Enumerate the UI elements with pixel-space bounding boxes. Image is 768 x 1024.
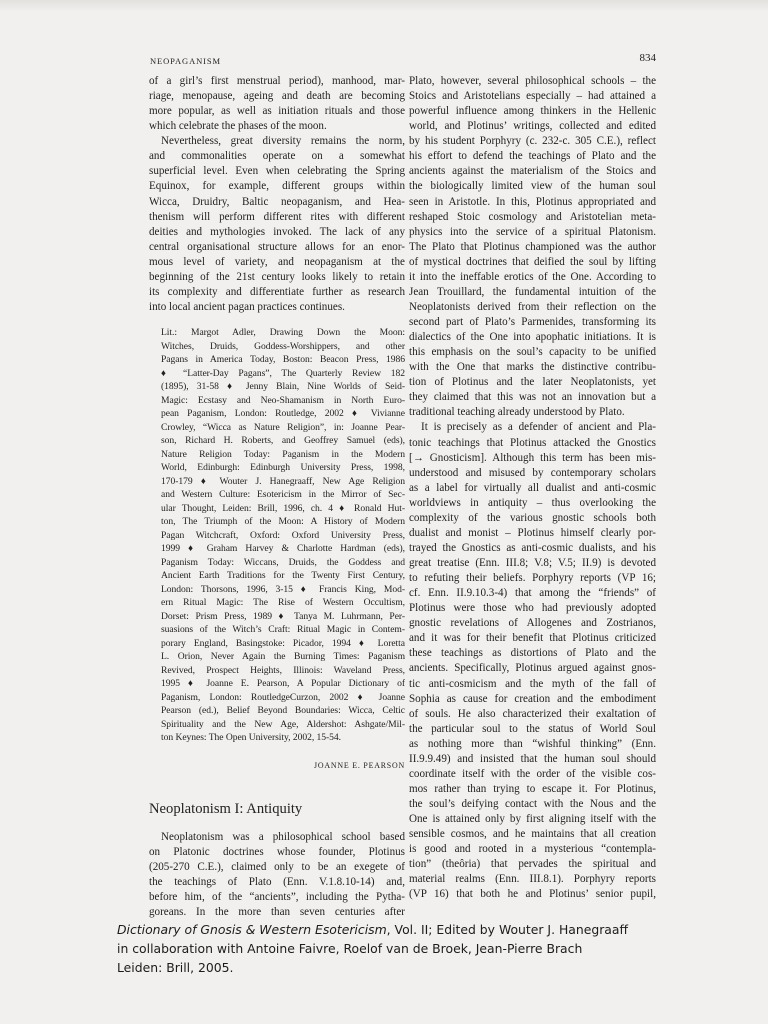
text-line: Pagan Witchcraft, Oxford: Oxford University Press, — [161, 529, 405, 541]
page-header — [150, 52, 656, 66]
text-line: [→ Gnosticism]. Although this term has been mis- — [409, 451, 656, 464]
citation-line-2: in collaboration with Antoine Faivre, Roelof van de Broek, Jean-Pierre Brach — [117, 941, 583, 956]
paragraph-plato — [409, 74, 656, 420]
text-line: and Western Culture: Esotericism in the Mirror of Sec- — [161, 489, 405, 500]
text-line: London: Thorsons, 1996, 3-15 ♦ Francis King, Mod- — [161, 583, 405, 595]
text-line: mos rather than trying to escape it. For Plotinus, — [409, 782, 656, 795]
text-line: It is precisely as a defender of ancient and Pla- — [421, 421, 656, 434]
text-line: tonic teachings that Plotinus attacked the Gnostics — [409, 436, 656, 449]
author-signature: JOANNE E. PEARSON — [314, 760, 405, 770]
left-column — [149, 74, 405, 920]
text-line: ancients. Specifically, Plotinus argued against gnos- — [409, 662, 656, 675]
text-line: as a label for virtually all dualist and anti-cosmic — [409, 481, 656, 494]
text-line: tic anti-cosmicism and the myth of the fall of — [409, 677, 656, 690]
text-line: Magic: Ecstasy and Neo-Shamanism in North Euro- — [161, 394, 405, 406]
text-line: great treatise (Enn. III.8; V.8; V.5; II.9) is devoted — [409, 557, 656, 569]
intro-paragraph — [149, 74, 405, 134]
text-line: as nothing more than “wishful thinking” (Enn. — [409, 737, 656, 750]
text-line: ton, The Triumph of the Moon: A History of Modern — [161, 516, 405, 527]
running-head: NEOPAGANISM — [150, 56, 221, 66]
text-line: trayed the Gnostics as anti-cosmic dualists, and his — [409, 541, 656, 554]
text-line: Plotinus were those who had previously adopted — [409, 602, 656, 615]
right-column — [409, 74, 656, 902]
text-line: 1999 ♦ Graham Harvey & Charlotte Hardman (eds), — [161, 543, 405, 554]
citation-line-3: Leiden: Brill, 2005. — [117, 960, 234, 975]
text-line: riage, menopause, ageing and death are becoming — [149, 90, 405, 103]
text-line: of mystical doctrines that deified the soul by lifting — [409, 255, 656, 268]
text-line: Neoplatonism was a philosophical school based — [161, 830, 405, 843]
text-line: before him, of the “ancients”, including the Pytha- — [149, 890, 405, 903]
text-line: coordinate itself with the order of the visible cos- — [409, 767, 656, 780]
text-line: seen in Aristotle. In this, Plotinus appropriated and — [409, 195, 656, 208]
text-line: Revived, Prospect Heights, Illinois: Waveland Press, — [161, 664, 405, 676]
text-line: L. Orion, Never Again the Burning Times: Paganism — [161, 651, 405, 662]
literature-list — [149, 326, 405, 745]
text-line: dialectics of the One into apophatic initiations. It is — [409, 331, 656, 344]
text-line: sensible cosmos, and he maintains that all creation — [409, 828, 656, 841]
text-line: suasions of the Witch’s Craft: Ritual Magic in Contem- — [161, 624, 405, 635]
text-line: Dorset: Prism Press, 1989 ♦ Tanya M. Luhrmann, Per- — [161, 610, 405, 622]
text-line: the particular soul to the status of World Soul — [409, 722, 656, 735]
text-line: tion” (theôria) that pervades the spiritual and — [409, 858, 656, 871]
text-line: gnostic revelations of Allogenes and Zostrianos, — [409, 617, 656, 630]
text-line: the teachings of Plato (Enn. V.1.8.10-14) and, — [149, 875, 405, 888]
text-line: Neoplatonists derived from their reflection on the — [409, 300, 656, 313]
text-line: to refuting their beliefs. Porphyry reports (VP 16; — [409, 572, 656, 585]
text-line: deities and mythologies invoked. The lack of any — [149, 225, 405, 238]
text-line: of souls. He also characterized their exaltation of — [409, 707, 656, 720]
text-line: worldviews in antiquity – thus overlooking the — [409, 496, 656, 509]
text-line: 170-179 ♦ Wouter J. Hanegraaff, New Age Religion — [161, 475, 405, 487]
text-line: and it was for their benefit that Plotinus criticized — [409, 632, 656, 645]
text-line: (205-270 C.E.), claimed only to be an exegete of — [149, 860, 405, 873]
text-line: ton Keynes: The Open University, 2002, 15-54. — [161, 732, 342, 743]
text-line: Crowley, “Wicca as Nature Religion”, in: Joanne Pear- — [161, 421, 405, 433]
text-line: Spirituality and the New Age, Aldershot: Ashgate/Mil- — [161, 718, 405, 730]
citation-footer — [117, 920, 737, 977]
text-line: powerful influence among thinkers in the Hellenic — [409, 105, 656, 118]
text-line: which celebrate the phases of the moon. — [149, 120, 327, 133]
text-line: Nature Religion Today: Paganism in the Modern — [161, 448, 405, 460]
citation-title: Dictionary of Gnosis & Western Esotericism — [117, 922, 387, 937]
text-line: complexity of the various gnostic schools both — [409, 511, 656, 524]
text-line: Sophia as cause for creation and the embodiment — [409, 692, 656, 705]
text-line: Equinox, for example, different groups within — [149, 180, 405, 193]
text-line: II.9.9.49) and insisted that the human soul should — [409, 752, 656, 765]
text-line: and commonalities operate on a somewhat — [149, 150, 405, 163]
text-line: The Plato that Plotinus championed was the author — [409, 240, 656, 253]
citation-editor: , Vol. II; Edited by Wouter J. Hanegraaff — [386, 922, 629, 937]
text-line: Nevertheless, great diversity remains the norm, — [161, 135, 405, 148]
section-paragraph — [149, 830, 405, 920]
text-line: into local ancient pagan practices continues. — [149, 300, 345, 313]
text-line: on Platonic doctrines whose founder, Plotinus — [149, 845, 405, 858]
text-line: pean Paganism, London: Routledge, 2002 ♦ Vivianne — [161, 408, 405, 419]
text-line: (VP 16) that both he and Plotinus’ senior pupil, — [409, 888, 656, 901]
text-line: tion of Plotinus and the later Neoplatonists, yet — [409, 376, 656, 389]
text-line: with the One that marks the distinctive contribu- — [409, 361, 656, 374]
text-line: goreans. In the more than seven centuries after — [149, 905, 405, 918]
text-line: ern Ritual Magic: The Rise of Western Occultism, — [161, 597, 405, 608]
paragraph-gnostics — [409, 420, 656, 902]
text-line: Lit.: Margot Adler, Drawing Down the Moon: — [161, 327, 405, 338]
text-line: reshaped Stoic cosmology and Aristotelian meta- — [409, 210, 656, 223]
text-line: 1995 ♦ Joanne E. Pearson, A Popular Dictionary of — [161, 678, 405, 689]
text-line: physics into the service of a spiritual Platonism. — [409, 225, 656, 238]
text-line: Pearson (ed.), Belief Beyond Boundaries: Wicca, Celtic — [161, 705, 405, 716]
text-line: is good and rooted in a mysterious “contempla- — [409, 843, 656, 856]
scan-edge — [0, 0, 768, 12]
text-line: central organisational structure allows for an enor- — [149, 240, 405, 253]
text-line: (1895), 31-58 ♦ Jenny Blain, Nine Worlds of Seid- — [161, 381, 405, 392]
section-title: Neoplatonism I: Antiquity — [149, 800, 303, 817]
text-line: thenism will perform different rites with different — [149, 210, 405, 223]
paragraph-diversity — [149, 134, 405, 315]
text-line: porary England, Basingstoke: Picador, 1994 ♦ Loretta — [161, 637, 405, 649]
text-line: Paganism Today: Wiccans, Druids, the Goddess and — [161, 556, 405, 568]
text-line: its complexity and differentiate further as research — [149, 285, 405, 298]
text-line: mous level of variety, and neopaganism at the — [149, 255, 405, 268]
text-line: these teachings as distortions of Plato and the — [409, 647, 656, 660]
text-line: superficial level. Even when celebrating the Spring — [149, 165, 405, 178]
text-line: One is attained only by first aligning itself with the — [409, 813, 656, 826]
text-line: by his student Porphyry (c. 232-c. 305 C.E.), reflect — [409, 135, 656, 148]
text-line: ular Thought, Leiden: Brill, 1996, ch. 4 ♦ Ronald Hut- — [161, 502, 405, 514]
page-number: 834 — [639, 52, 656, 64]
citation-line-1 — [117, 920, 737, 939]
text-line: it into the ineffable erotics of the One. According to — [409, 270, 656, 283]
text-line: Stoics and Aristotelians especially – had attained a — [409, 90, 656, 103]
text-line: ♦ “Latter-Day Pagans”, The Quarterly Review 182 — [161, 367, 405, 379]
text-line: ancients against the materialism of the Stoics and — [409, 165, 656, 178]
text-line: his effort to defend the teachings of Plato and the — [409, 150, 656, 163]
text-line: Paganism, London: RoutledgeCurzon, 2002 ♦ Joanne — [161, 691, 405, 703]
text-line: understood and misused by contemporary scholars — [409, 466, 656, 479]
text-line: material realms (Enn. III.8.1). Porphyry reports — [409, 873, 656, 886]
text-line: Wicca, Druidry, Baltic neopaganism, and Hea- — [149, 195, 405, 208]
text-line: Jean Trouillard, the fundamental intuition of the — [409, 285, 656, 298]
text-line: World, Edinburgh: Edinburgh University Press, 1998, — [161, 462, 405, 473]
text-line: Witches, Druids, Goddess-Worshippers, and other — [161, 340, 405, 352]
text-line: the soul’s deifying contact with the Nous and the — [409, 798, 656, 810]
text-line: beginning of the 21st century looks likely to retain — [149, 270, 405, 283]
text-line: Pagans in America Today, Boston: Beacon Press, 1986 — [161, 354, 405, 365]
text-line: dualist and monist – Plotinus himself clearly por- — [409, 526, 656, 539]
text-line: cf. Enn. II.9.10.3-4) that among the “friends” of — [409, 587, 656, 600]
text-line: this emphasis on the soul’s capacity to be unified — [409, 346, 656, 359]
text-line: Plato, however, several philosophical schools – the — [409, 75, 656, 87]
text-line: second part of Plato’s Parmenides, transforming its — [409, 316, 656, 328]
text-line: of a girl’s first menstrual period), manhood, mar- — [149, 75, 405, 87]
text-line: son, Richard H. Roberts, and Geoffrey Samuel (eds), — [161, 435, 405, 446]
text-line: they claimed that this was not an innovation but a — [409, 391, 656, 404]
text-line: traditional teaching already understood by Plato. — [409, 406, 625, 419]
text-line: world, and Plotinus’ writings, collected and edited — [409, 120, 656, 133]
text-line: the biologically limited view of the human soul — [409, 180, 656, 193]
text-line: Ancient Earth Traditions for the Twenty First Century, — [161, 570, 405, 581]
text-line: more popular, as well as initiation rituals and those — [149, 105, 405, 118]
